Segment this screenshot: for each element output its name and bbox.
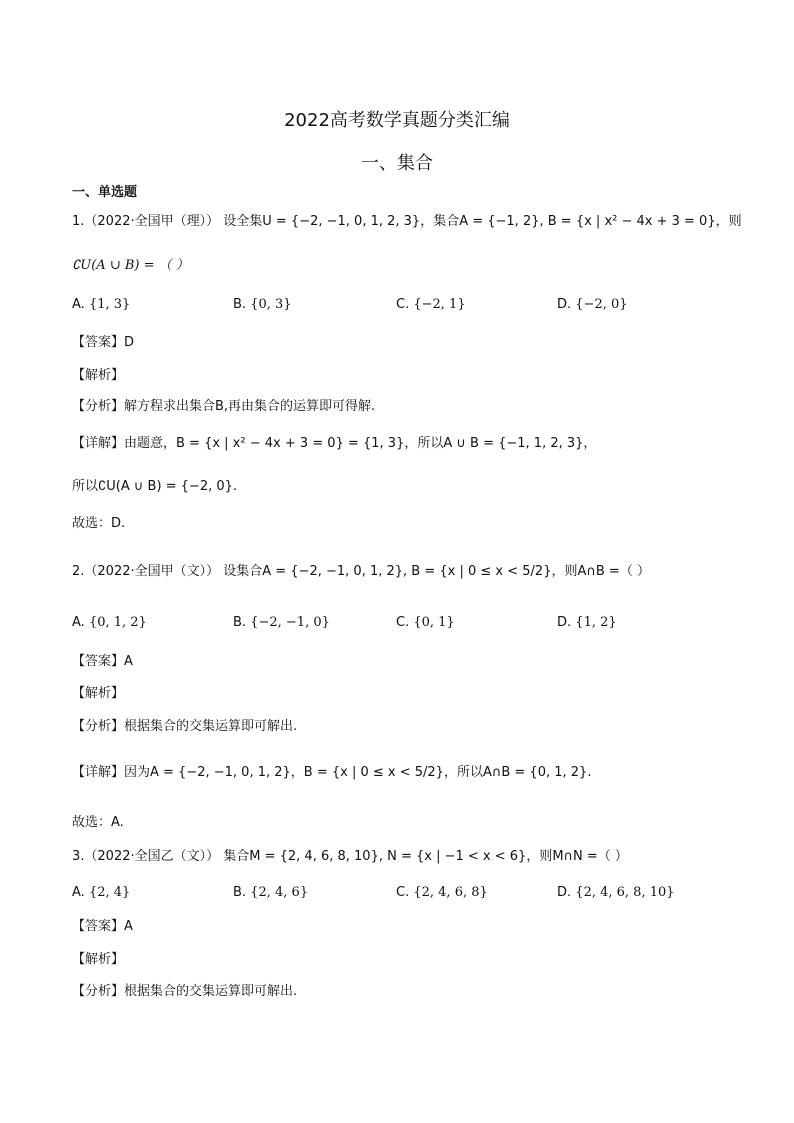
q2-stem: 2.（2022·全国甲（文）） 设集合A = {−2, −1, 0, 1, 2}, B = {x | 0 ≤ x < 5/2}，则A∩B =（ ） [72, 564, 650, 579]
q1-choice: 故选：D. [72, 516, 126, 531]
q3-analysis-heading: 【解析】 [72, 952, 125, 967]
q3-analysis: 【分析】根据集合的交集运算即可解出. [72, 984, 298, 999]
q3-stem: 3.（2022·全国乙（文）） 集合M = {2, 4, 6, 8, 10}, N = {x | −1 < x < 6}，则M∩N =（ ） [72, 849, 628, 864]
q1-stem: 1.（2022·全国甲（理）） 设全集U = {−2, −1, 0, 1, 2, 3}，集合A = {−1, 2}, B = {x | x² − 4x + 3 = 0}，则 [72, 214, 742, 229]
q2-option-d: D. {1, 2} [557, 615, 617, 630]
q1-analysis-heading: 【解析】 [72, 368, 125, 383]
q2-option-a: A. {0, 1, 2} [72, 615, 147, 630]
page-title: 2022高考数学真题分类汇编 [284, 110, 510, 131]
q1-stem-cont: ∁U(A ∪ B) = （ ） [72, 258, 189, 273]
q1-option-d: D. {−2, 0} [557, 297, 628, 312]
q1-detail-cont: 所以∁U(A ∪ B) = {−2, 0}. [72, 479, 238, 494]
q3-option-b: B. {2, 4, 6} [233, 885, 309, 900]
chapter-title: 一、集合 [361, 153, 433, 174]
q1-option-a: A. {1, 3} [72, 297, 131, 312]
q2-detail: 【详解】因为A = {−2, −1, 0, 1, 2}，B = {x | 0 ≤ x < 5/2}，所以A∩B = {0, 1, 2}. [72, 765, 592, 780]
q2-option-c: C. {0, 1} [396, 615, 455, 630]
q1-analysis: 【分析】解方程求出集合B,再由集合的运算即可得解. [72, 399, 376, 414]
q3-option-d: D. {2, 4, 6, 8, 10} [557, 885, 675, 900]
section-heading: 一、单选题 [72, 185, 138, 200]
q3-option-a: A. {2, 4} [72, 885, 131, 900]
q2-choice: 故选：A. [72, 815, 124, 830]
q2-option-b: B. {−2, −1, 0} [233, 615, 330, 630]
q2-answer: 【答案】A [72, 654, 133, 669]
q1-detail: 【详解】由题意，B = {x | x² − 4x + 3 = 0} = {1, 3}，所以A ∪ B = {−1, 1, 2, 3}， [72, 436, 597, 451]
q2-analysis: 【分析】根据集合的交集运算即可解出. [72, 719, 298, 734]
q1-answer: 【答案】D [72, 335, 135, 350]
q3-option-c: C. {2, 4, 6, 8} [396, 885, 488, 900]
q1-option-c: C. {−2, 1} [396, 297, 466, 312]
q1-option-b: B. {0, 3} [233, 297, 292, 312]
q3-answer: 【答案】A [72, 919, 133, 934]
q2-analysis-heading: 【解析】 [72, 686, 125, 701]
